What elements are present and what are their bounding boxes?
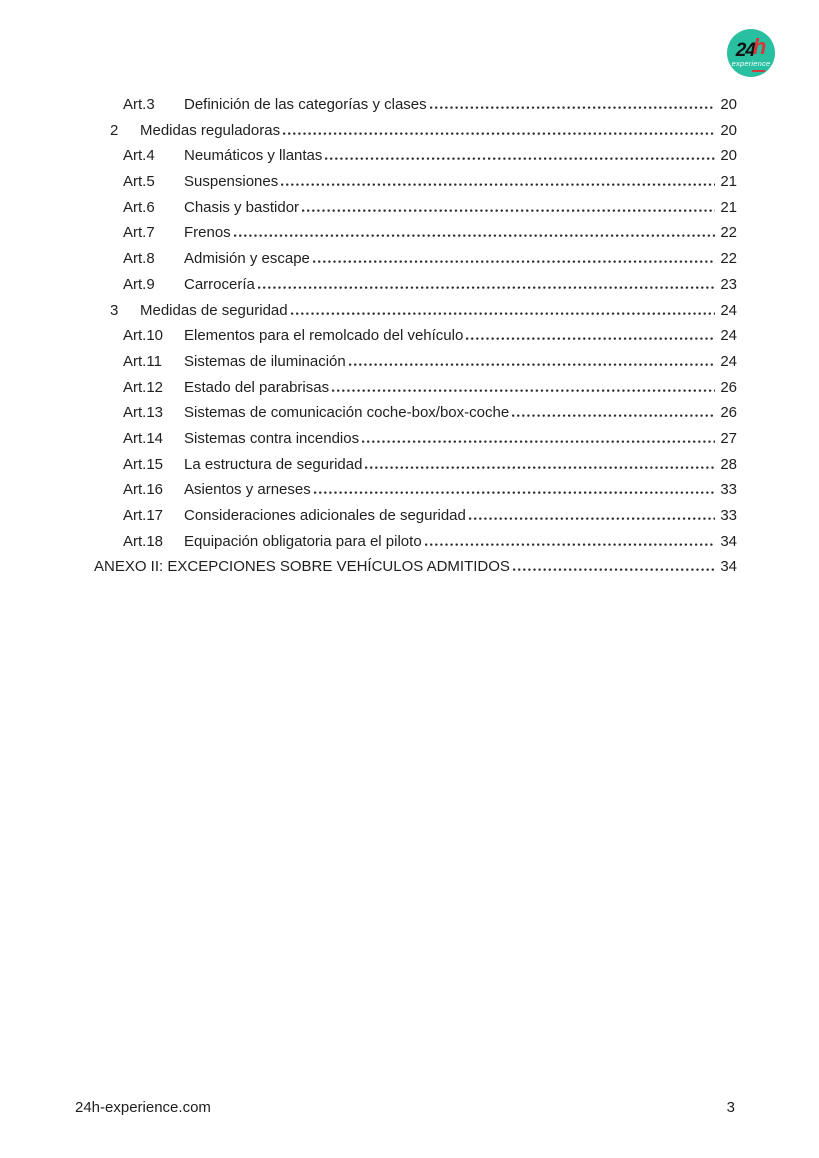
toc-entry-title: Medidas de seguridad bbox=[140, 301, 288, 319]
toc-dot-leader bbox=[513, 568, 715, 571]
logo-24h-text bbox=[735, 34, 767, 62]
toc-entry-title: Definición de las categorías y clases bbox=[184, 96, 427, 113]
toc-entry[interactable] bbox=[94, 298, 737, 324]
toc-entry-label: Art.12 bbox=[123, 378, 164, 396]
toc-entry[interactable] bbox=[94, 169, 737, 195]
toc-entry[interactable] bbox=[94, 452, 737, 478]
toc-entry-page: 20 bbox=[720, 96, 737, 113]
toc-entry-page: 33 bbox=[720, 507, 737, 524]
toc-entry-label: Art.3 bbox=[123, 96, 155, 113]
toc-entry-page: 26 bbox=[720, 378, 737, 396]
toc-entry-title: Sistemas contra incendios bbox=[184, 429, 360, 447]
toc-dot-leader bbox=[425, 543, 715, 546]
toc-entry[interactable] bbox=[94, 92, 737, 118]
toc-entry-title: Chasis y bastidor bbox=[184, 198, 300, 216]
toc-entry-page: 23 bbox=[720, 275, 737, 293]
toc-dot-leader bbox=[302, 209, 715, 212]
toc-dot-leader bbox=[291, 312, 715, 315]
toc-entry-label: 2 bbox=[110, 121, 119, 139]
toc-dot-leader bbox=[258, 286, 715, 289]
brand-logo bbox=[727, 29, 775, 77]
toc-entry[interactable] bbox=[94, 323, 737, 349]
footer-page-number: 3 bbox=[726, 1099, 735, 1116]
toc-entry-title: Sistemas de iluminación bbox=[184, 352, 346, 370]
page-footer bbox=[75, 1098, 735, 1118]
toc-entry[interactable] bbox=[94, 400, 737, 426]
toc-entry[interactable] bbox=[94, 143, 737, 169]
toc-entry[interactable] bbox=[94, 554, 737, 580]
toc-entry-title: Sistemas de comunicación coche-box/box-coche bbox=[184, 404, 510, 422]
toc-entry-page: 34 bbox=[720, 558, 737, 576]
toc-entry-page: 22 bbox=[720, 250, 737, 268]
toc-entry-label: Art.15 bbox=[123, 455, 164, 473]
table-of-contents bbox=[94, 92, 737, 580]
toc-entry-title: Asientos y arneses bbox=[184, 481, 311, 499]
toc-entry-title: Admisión y escape bbox=[184, 250, 310, 268]
toc-dot-leader bbox=[281, 183, 715, 186]
logo-underline-mark bbox=[751, 70, 765, 72]
toc-dot-leader bbox=[466, 337, 715, 340]
toc-entry-page: 24 bbox=[720, 352, 737, 370]
toc-entry-title: Neumáticos y llantas bbox=[184, 147, 323, 165]
toc-entry-page: 20 bbox=[720, 121, 737, 139]
toc-entry-title: Suspensiones bbox=[184, 173, 279, 191]
toc-entry-title: Medidas reguladoras bbox=[140, 121, 281, 139]
toc-entry[interactable] bbox=[94, 195, 737, 221]
toc-dot-leader bbox=[234, 234, 715, 237]
toc-entry-title: Frenos bbox=[184, 224, 231, 242]
toc-entry-label: Art.7 bbox=[123, 224, 155, 242]
toc-entry[interactable] bbox=[94, 220, 737, 246]
toc-entry-page: 27 bbox=[720, 429, 737, 447]
toc-dot-leader bbox=[469, 517, 715, 520]
toc-entry[interactable] bbox=[94, 503, 737, 529]
toc-dot-leader bbox=[325, 157, 715, 160]
toc-dot-leader bbox=[365, 466, 715, 469]
toc-dot-leader bbox=[430, 106, 715, 109]
toc-entry-title: ANEXO II: EXCEPCIONES SOBRE VEHÍCULOS ADMITIDOS bbox=[94, 558, 510, 576]
toc-entry-label: Art.14 bbox=[123, 429, 164, 447]
toc-entry-title: Carrocería bbox=[184, 275, 255, 293]
toc-dot-leader bbox=[349, 363, 715, 366]
toc-dot-leader bbox=[512, 414, 715, 417]
toc-entry[interactable] bbox=[94, 426, 737, 452]
logo-h-text: h bbox=[752, 34, 767, 60]
toc-entry-title: Consideraciones adicionales de seguridad bbox=[184, 507, 466, 524]
toc-dot-leader bbox=[332, 389, 715, 392]
toc-dot-leader bbox=[314, 491, 715, 494]
toc-entry-label: Art.16 bbox=[123, 481, 164, 499]
toc-entry-label: Art.17 bbox=[123, 507, 164, 524]
toc-entry-title: Estado del parabrisas bbox=[184, 378, 330, 396]
toc-entry-page: 33 bbox=[720, 481, 737, 499]
toc-entry[interactable] bbox=[94, 375, 737, 401]
toc-entry-label: Art.8 bbox=[123, 250, 155, 268]
toc-entry[interactable] bbox=[94, 246, 737, 272]
logo-24-text: 24 bbox=[735, 40, 755, 62]
toc-entry-page: 24 bbox=[720, 327, 737, 345]
toc-entry-label: Art.4 bbox=[123, 147, 155, 165]
toc-entry[interactable] bbox=[94, 529, 737, 555]
toc-entry-page: 26 bbox=[720, 404, 737, 422]
toc-entry-label: Art.11 bbox=[123, 352, 162, 370]
toc-entry[interactable] bbox=[94, 118, 737, 144]
toc-entry[interactable] bbox=[94, 349, 737, 375]
toc-entry-title: Elementos para el remolcado del vehículo bbox=[184, 327, 464, 345]
toc-entry-title: Equipación obligatoria para el piloto bbox=[184, 532, 422, 550]
toc-entry-page: 22 bbox=[720, 224, 737, 242]
toc-entry-label: Art.6 bbox=[123, 198, 155, 216]
logo-experience-text: experience bbox=[731, 59, 771, 69]
toc-entry-label: Art.5 bbox=[123, 173, 155, 191]
toc-entry-label: Art.13 bbox=[123, 404, 164, 422]
toc-entry-page: 28 bbox=[720, 455, 737, 473]
toc-entry[interactable] bbox=[94, 272, 737, 298]
toc-entry-title: La estructura de seguridad bbox=[184, 455, 363, 473]
toc-entry-page: 21 bbox=[720, 198, 737, 216]
toc-entry-label: Art.9 bbox=[123, 275, 155, 293]
toc-dot-leader bbox=[283, 132, 715, 135]
toc-entry-page: 24 bbox=[720, 301, 737, 319]
toc-entry-label: Art.18 bbox=[123, 532, 164, 550]
toc-entry[interactable] bbox=[94, 477, 737, 503]
toc-entry-page: 34 bbox=[720, 532, 737, 550]
toc-entry-label: 3 bbox=[110, 301, 119, 319]
footer-website: 24h-experience.com bbox=[75, 1099, 211, 1116]
toc-entry-page: 20 bbox=[720, 147, 737, 165]
toc-entry-label: Art.10 bbox=[123, 327, 164, 345]
toc-dot-leader bbox=[362, 440, 715, 443]
toc-dot-leader bbox=[313, 260, 715, 263]
toc-entry-page: 21 bbox=[720, 173, 737, 191]
